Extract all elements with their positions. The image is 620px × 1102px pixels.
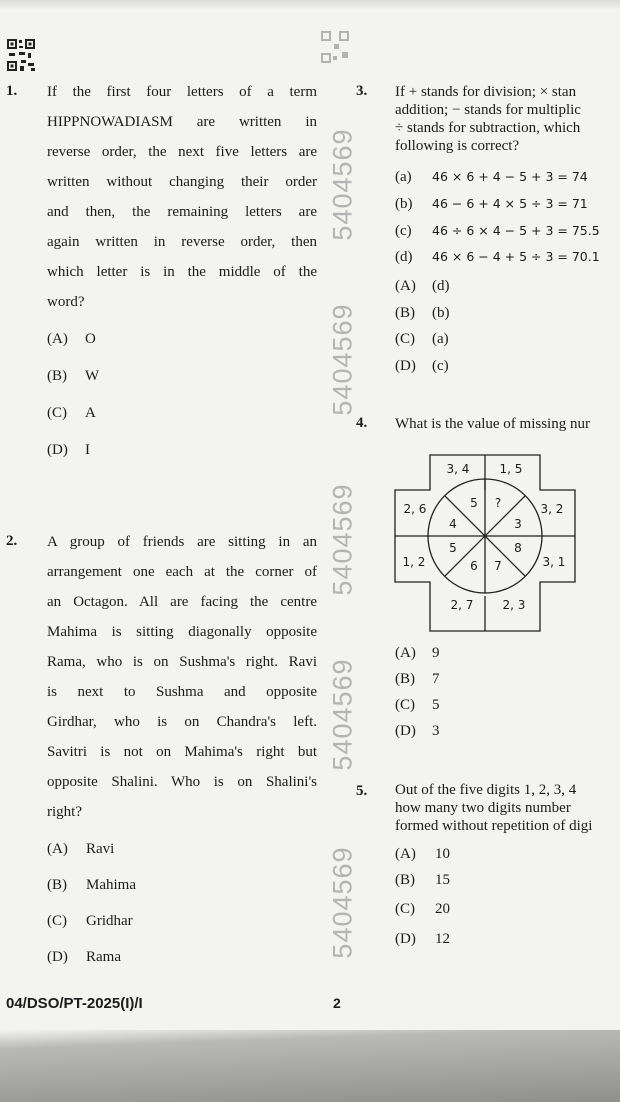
watermark: 5404569: [327, 658, 358, 771]
option-label: (A): [395, 278, 416, 294]
option-text: 9: [432, 645, 440, 661]
question-line: What is the value of missing nur: [395, 416, 590, 432]
sub-label: (b): [395, 196, 413, 212]
option-text: 10: [435, 846, 450, 862]
option-label: (C): [395, 697, 415, 713]
option-text: (c): [432, 358, 449, 374]
question-line: opposite Shalini. Who is on Shalini's: [47, 774, 317, 790]
question-line: reverse order, the next five letters are: [47, 144, 317, 160]
sector-number: ?: [494, 496, 502, 510]
outer-pair: 2, 3: [502, 598, 526, 612]
sector-number: 5: [449, 541, 457, 555]
watermark: 5404569: [327, 303, 358, 416]
question-line: Out of the five digits 1, 2, 3, 4: [395, 782, 577, 798]
question-line: Girdhar, who is on Chandra's left.: [47, 714, 317, 730]
question-line: Rama, who is on Sushma's right. Ravi: [47, 654, 317, 670]
question-number: 3.: [356, 83, 368, 99]
sector-number: 5: [470, 496, 478, 510]
option-text: Ravi: [86, 841, 115, 857]
sector-number: 3: [514, 517, 522, 531]
sector-number: 8: [514, 541, 522, 555]
question-number: 5.: [356, 783, 368, 799]
sub-label: (a): [395, 169, 412, 185]
outer-pair: 2, 7: [450, 598, 474, 612]
outer-pair: 1, 5: [499, 462, 523, 476]
scan-bottom-edge: [0, 1030, 620, 1102]
sector-number: 4: [449, 517, 457, 531]
option-text: W: [85, 368, 100, 384]
outer-pair: 1, 2: [402, 555, 426, 569]
sector-number: 6: [470, 559, 478, 573]
question-number: 1.: [6, 83, 18, 99]
option-label: (D): [395, 358, 416, 374]
outer-pair: 3, 4: [446, 462, 470, 476]
option-label: (B): [395, 671, 415, 687]
sub-label: (d): [395, 249, 413, 265]
outer-pair: 3, 1: [542, 555, 566, 569]
option-label: (B): [395, 305, 415, 321]
option-text: O: [85, 331, 96, 347]
option-text: 12: [435, 931, 450, 947]
option-text: (d): [432, 278, 450, 294]
option-label: (B): [395, 872, 415, 888]
sub-expression: 46 × 6 − 4 + 5 ÷ 3 = 70.1: [432, 249, 600, 264]
question-line: Savitri is not on Mahima's right but: [47, 744, 317, 760]
option-text: 20: [435, 901, 450, 917]
option-label: (A): [395, 846, 416, 862]
sub-label: (c): [395, 223, 412, 239]
number-wheel-figure: [390, 450, 580, 636]
sector-number: 7: [494, 559, 502, 573]
option-text: (b): [432, 305, 450, 321]
question-line: If + stands for division; × stan: [395, 84, 577, 100]
option-text: Mahima: [86, 877, 136, 893]
paper-code: 04/DSO/PT-2025(I)/I: [6, 995, 143, 1012]
question-line: and then, the remaining letters are: [47, 204, 317, 220]
question-line: how many two digits number: [395, 800, 571, 816]
question-line: written without changing their order: [47, 174, 317, 190]
question-line: again written in reverse order, then: [47, 234, 317, 250]
outer-pair: 2, 6: [403, 502, 427, 516]
option-label: (D): [47, 442, 68, 458]
question-line: A group of friends are sitting in an: [47, 534, 317, 550]
qr-code-icon: [6, 38, 36, 72]
option-label: (D): [47, 949, 68, 965]
watermark: 5404569: [327, 846, 358, 959]
option-text: A: [85, 405, 96, 421]
question-line: HIPPNOWADIASM are written in: [47, 114, 317, 130]
question-line: following is correct?: [395, 138, 520, 154]
question-line: is next to Sushma and opposite: [47, 684, 317, 700]
outer-pair: 3, 2: [540, 502, 564, 516]
question-line: Mahima is sitting diagonally opposite: [47, 624, 317, 640]
option-text: Rama: [86, 949, 121, 965]
sub-expression: 46 − 6 + 4 × 5 ÷ 3 = 71: [432, 196, 588, 211]
watermark: 5404569: [327, 483, 358, 596]
option-label: (B): [47, 877, 67, 893]
sub-expression: 46 ÷ 6 × 4 − 5 + 3 = 75.5: [432, 223, 600, 238]
question-line: word?: [47, 294, 85, 310]
option-label: (D): [395, 931, 416, 947]
qr-code-faded-icon: [320, 30, 350, 64]
question-line: which letter is in the middle of the: [47, 264, 317, 280]
option-text: Gridhar: [86, 913, 133, 929]
scan-top-edge: [0, 0, 620, 10]
option-text: 5: [432, 697, 440, 713]
option-text: (a): [432, 331, 449, 347]
question-line: an Octagon. All are facing the centre: [47, 594, 317, 610]
option-label: (A): [395, 645, 416, 661]
question-line: If the first four letters of a term: [47, 84, 317, 100]
question-number: 4.: [356, 415, 368, 431]
option-label: (A): [47, 841, 68, 857]
option-text: I: [85, 442, 90, 458]
question-line: formed without repetition of digi: [395, 818, 593, 834]
watermark: 5404569: [327, 128, 358, 241]
question-number: 2.: [6, 533, 18, 549]
option-text: 15: [435, 872, 450, 888]
sub-expression: 46 × 6 + 4 − 5 + 3 = 74: [432, 169, 588, 184]
option-label: (D): [395, 723, 416, 739]
question-line: arrangement one each at the corner of: [47, 564, 317, 580]
option-label: (C): [47, 913, 67, 929]
question-line: addition; − stands for multiplic: [395, 102, 581, 118]
option-label: (C): [47, 405, 67, 421]
question-line: ÷ stands for subtraction, which: [395, 120, 581, 136]
option-text: 7: [432, 671, 440, 687]
option-label: (C): [395, 901, 415, 917]
question-line: right?: [47, 804, 82, 820]
option-label: (A): [47, 331, 68, 347]
option-label: (B): [47, 368, 67, 384]
page-number: 2: [333, 995, 341, 1011]
option-label: (C): [395, 331, 415, 347]
option-text: 3: [432, 723, 440, 739]
